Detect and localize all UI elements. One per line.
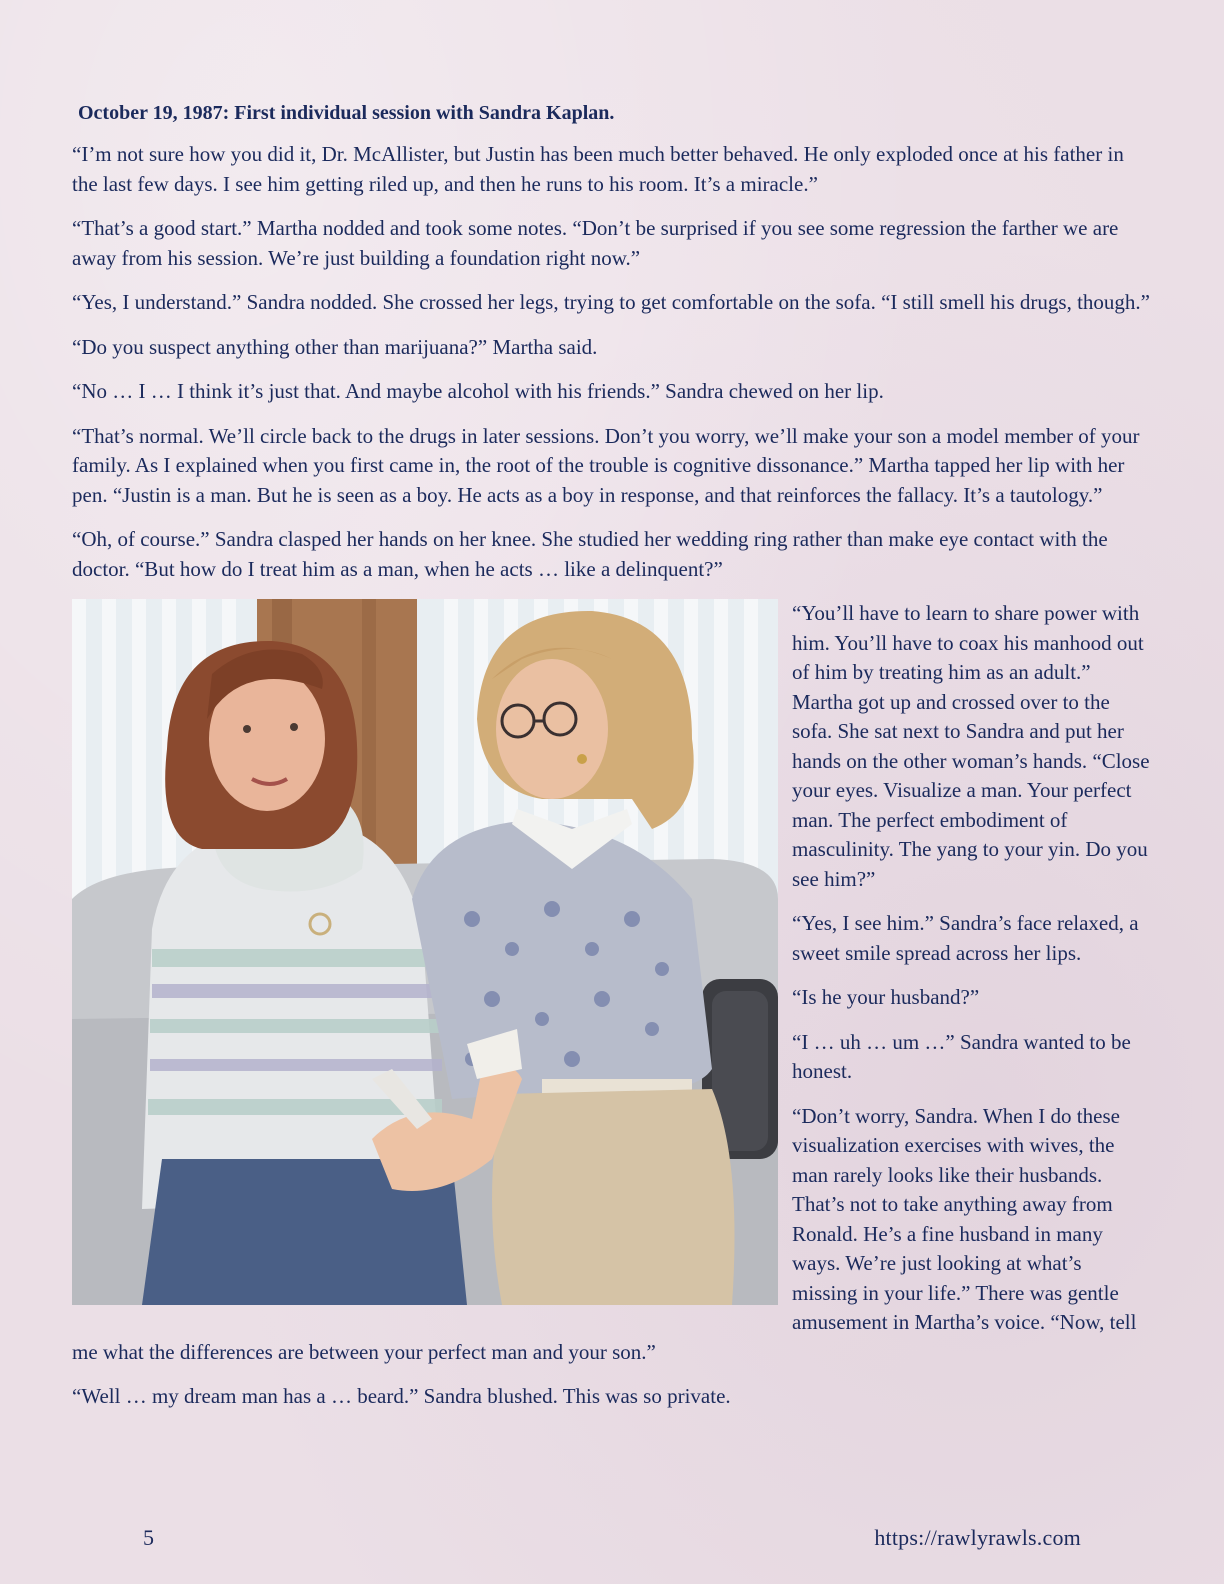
paragraph: “That’s normal. We’ll circle back to the drugs in later sessions. Don’t you worry, we’ll make your son a model member of your family. As I explained when you first came in, the root of the trouble is cognitive dissonance.” Martha tapped her lip with her pen. “Justin is a man. But he is seen as a boy. He acts as a boy in response, and that reinforces the fallacy. It’s a tautology.” bbox=[72, 423, 1140, 507]
paragraph: “No … I … I think it’s just that. And maybe alcohol with his friends.” Sandra chewed on her lip. bbox=[72, 379, 884, 403]
page-number: 5 bbox=[143, 1525, 154, 1550]
paragraph: “Is he your husband?” bbox=[792, 985, 980, 1009]
illustrated-section bbox=[72, 599, 1150, 1382]
page-content bbox=[72, 98, 1150, 1427]
paragraph: “Do you suspect anything other than marijuana?” Martha said. bbox=[72, 334, 598, 359]
paragraph: “You’ll have to learn to share power with him. You’ll have to coax his manhood out of him by treating him as an adult.” Martha got up and crossed over to the sofa. She sat next to Sandra and put her hands on the other woman’s hands. “Close your eyes. Visualize a man. Your perfect man. The perfect embodiment of masculinity. The yang to your yin. Do you see him?” bbox=[792, 601, 1150, 891]
paragraph: “Yes, I understand.” Sandra nodded. She crossed her legs, trying to get comfortable on the sofa. “I still smell his drugs, though.” bbox=[72, 290, 1150, 314]
paragraph: “That’s a good start.” Martha nodded and took some notes. “Don’t be surprised if you see some regression the farther we are away from his session. We’re just building a foundation right now.” bbox=[72, 216, 1119, 270]
footer-url-link[interactable]: https://rawlyrawls.com bbox=[874, 1525, 1081, 1550]
entry-heading: October 19, 1987: First individual session with Sandra Kaplan. bbox=[78, 102, 615, 124]
illustration-two-women-on-sofa bbox=[72, 599, 778, 1305]
paragraph: “Don’t worry, Sandra. When I do these visualization exercises with wives, the man rarely looks like their husbands. That’s not to take anything away from Ronald. He’s a fine husband in many ways. We’re just looking at what’s missing in your life.” There was gentle amusement in Martha’s voice. “Now, tell me what the differences are between your perfect man and your son.” bbox=[72, 1103, 1137, 1364]
paragraph: “Oh, of course.” Sandra clasped her hands on her knee. She studied her wedding ring rather than make eye contact with the doctor. “But how do I treat him as a man, when he acts … like a delinquent?” bbox=[72, 527, 1108, 581]
paragraph: “Well … my dream man has a … beard.” Sandra blushed. This was so private. bbox=[72, 1384, 731, 1408]
paragraph: “Yes, I see him.” Sandra’s face relaxed, a sweet smile spread across her lips. bbox=[792, 911, 1139, 965]
paragraph: “I … uh … um …” Sandra wanted to be honest. bbox=[792, 1029, 1131, 1083]
illustration-svg bbox=[72, 599, 778, 1305]
paragraph: “I’m not sure how you did it, Dr. McAllister, but Justin has been much better behaved. He only exploded once at his father in the last few days. I see him getting riled up, and then he runs to his room. It’s a miracle.” bbox=[72, 142, 1124, 196]
